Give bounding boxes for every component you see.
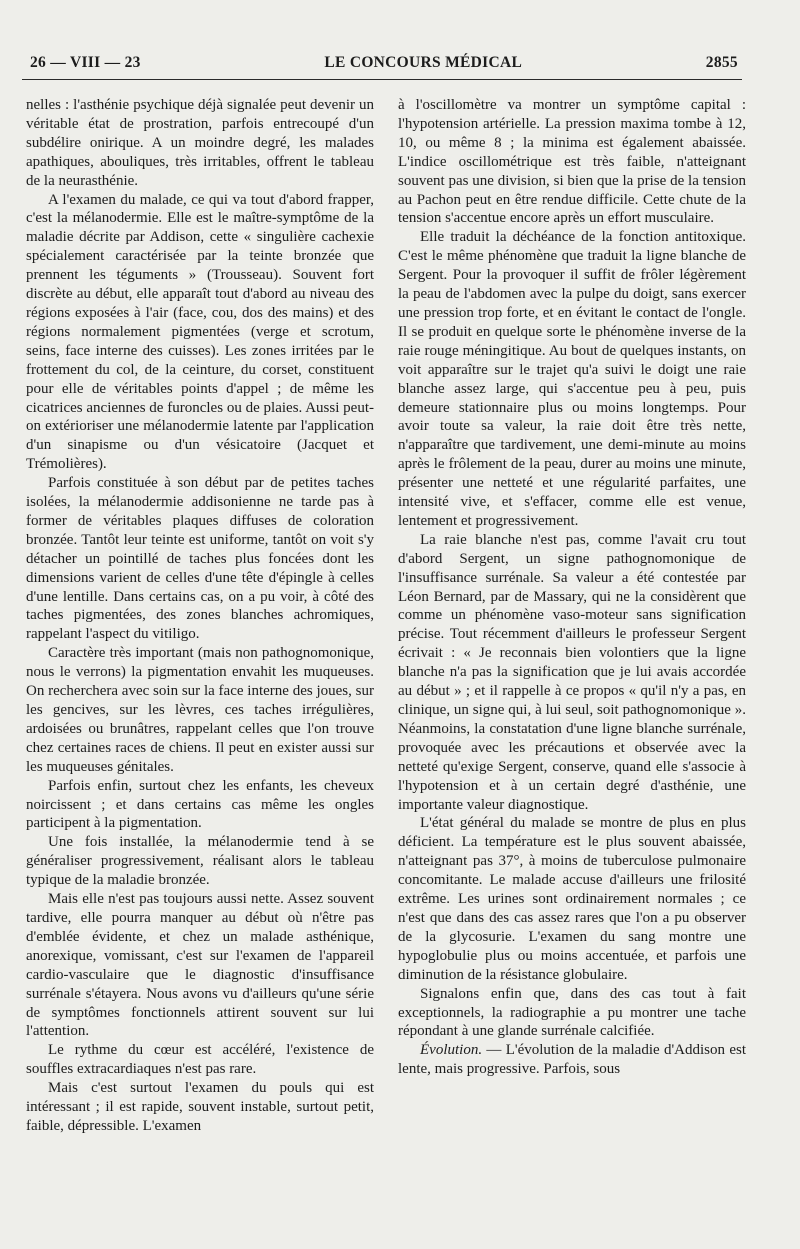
- paragraph: à l'oscillomètre va montrer un symptôme capital : l'hypotension artérielle. La pression maxima tombe à 12, 10, ou même 8 ; la minima est également abaissée. L'indice oscillométrique est très faible, n'atteignant souvent pas une division, si bien que la prise de la tension au Pachon peut en être rendue difficile. Cette chute de la tension s'accentue encore après un effort musculaire.: [398, 97, 746, 227]
- header-rule: [22, 79, 742, 80]
- paragraph: L'état général du malade se montre de plus en plus déficient. La température est le plus souvent abaissée, n'atteignant pas 37°, à moins de tuberculose pulmonaire concomitante. Le malade accuse d'ailleurs une frilosité extrême. Les urines sont ordinairement normales ; ce n'est que dans des cas assez rares que l'on a pu observer de la glycosurie. L'examen du sang montre une hypoglobulie plus ou moins accentuée, et parfois une diminution de la résistance globulaire.: [398, 815, 746, 983]
- text-columns: [22, 96, 746, 1136]
- paragraph: Signalons enfin que, dans des cas tout à fait exceptionnels, la radiographie a pu montrer une tache répondant à une glande surrénale calcifiée.: [398, 985, 746, 1040]
- evolution-paragraph: [398, 1041, 746, 1079]
- page-issue-date: 26 — VIII — 23: [30, 54, 141, 71]
- running-header: [22, 54, 742, 72]
- paragraph: A l'examen du malade, ce qui va tout d'abord frapper, c'est la mélanodermie. Elle est le maître-symptôme de la maladie décrite par Addison, cette « singulière cachexie spécialement caractérisée par la teinte bronzée que prennent les téguments » (Trousseau). Souvent fort discrète au début, elle apparaît tout d'abord au niveau des régions exposées à l'air (face, cou, dos des mains) et des régions normalement pigmentées (verge et scrotum, seins, face interne des cuisses). Les zones irritées par le frottement du col, de la ceinture, du corset, constituent pour elle de véritables points d'appel ; de même les cicatrices anciennes de furoncles ou de plaies. Aussi peut-on extérioriser une mélanodermie latente par l'application d'un sinapisme ou d'un vésicatoire (Jacquet et Trémolières).: [26, 191, 374, 473]
- paragraph: Caractère très important (mais non pathognomonique, nous le verrons) la pigmentation envahit les muqueuses. On recherchera avec soin sur la face interne des joues, sur les gencives, sur les lèvres, ces taches irrégulières, ardoisées ou brunâtres, rappelant celles que l'on trouve chez certaines races de chiens. Il peut en exister aussi sur les muqueuses génitales.: [26, 645, 374, 775]
- paragraph: Mais c'est surtout l'examen du pouls qui est intéressant ; il est rapide, souvent instable, surtout petit, faible, dépressible. L'examen: [26, 1080, 374, 1134]
- journal-title: LE CONCOURS MÉDICAL: [324, 54, 523, 71]
- page-number: 2855: [705, 54, 738, 71]
- paragraph: nelles : l'asthénie psychique déjà signalée peut devenir un véritable état de prostration, parfois entrecoupé d'un subdélire onirique. A un moindre degré, les malades apathiques, abouliques, très irritables, offrent le tableau de la neurasthénie.: [26, 97, 374, 189]
- paragraph: Parfois enfin, surtout chez les enfants, les cheveux noircissent ; et dans certains cas même les ongles participent à la pigmentation.: [26, 777, 374, 832]
- paragraph: Le rythme du cœur est accéléré, l'existence de souffles extracardiaques n'est pas rare.: [26, 1042, 374, 1078]
- section-text: — L'évolution de la maladie d'Addison est lente, mais progressive. Parfois, sous: [398, 1042, 746, 1078]
- paragraph: Parfois constituée à son début par de petites taches isolées, la mélanodermie addisonienne ne tarde pas à former de véritables plaques diffuses de coloration bronzée. Tantôt leur teinte est uniforme, tantôt on voit s'y détacher un pointillé de taches plus foncées dont les dimensions varient de celles d'une tête d'épingle à celles d'une lentille. Dans certains cas, on a pu voir, à côté des taches pigmentées, des zones blanches achromiques, rappelant l'aspect du vitiligo.: [26, 475, 374, 643]
- paragraph: Mais elle n'est pas toujours aussi nette. Assez souvent tardive, elle pourra manquer au début où n'être pas d'emblée évidente, et chez un malade asthénique, anorexique, vomissant, c'est sur l'examen de l'appareil cardio-vasculaire que le diagnostic d'insuffisance surrénale s'étayera. Nous avons vu d'ailleurs qu'une série de symptômes fonctionnels attirent souvent sur lui l'attention.: [26, 891, 374, 1040]
- left-column: [26, 96, 374, 1136]
- section-title: Évolution.: [420, 1042, 483, 1059]
- paragraph: La raie blanche n'est pas, comme l'avait cru tout d'abord Sergent, un signe pathognomonique de l'insuffisance surrénale. Sa valeur a été contestée par Léon Bernard, par de Massary, qui ne la considèrent que comme un phénomène vaso-moteur sans signification précise. Tout récemment d'ailleurs le professeur Sergent écrivait : « Je reconnais bien volontiers que la ligne blanche n'a pas la signification que je lui avais accordée au début » ; et il rappelle à ce propos « qu'il n'y a pas, en clinique, un signe qui, à lui seul, soit pathognomonique ». Néanmoins, la constatation d'une ligne blanche surrénale, provoquée avec les précautions et observée avec la netteté qu'exige Sergent, conserve, quand elle s'associe à l'hypotension et à un certain degré d'asthénie, une importante valeur diagnostique.: [398, 531, 746, 813]
- right-column: [398, 96, 746, 1136]
- paragraph: Elle traduit la déchéance de la fonction antitoxique. C'est le même phénomène que traduit la ligne blanche de Sergent. Pour la provoquer il suffit de frôler légèrement la peau de l'abdomen avec la pulpe du doigt, sans exercer une pression trop forte, et en évitant le contact de l'ongle. Il se produit en quelque sorte le phénomène inverse de la raie rouge méningitique. Au bout de quelques instants, on voit apparaître sur le trajet qu'a suivi le doigt une raie blanche assez large, qui s'accentue peu à peu, puis demeure stationnaire plus ou moins longtemps. Pour avoir toute sa valeur, la raie doit être très nette, n'apparaître que tardivement, une demi-minute au moins après le frôlement de la peau, durer au moins une minute, présenter une netteté et une régularité parfaites, une intensité vive, et s'effacer, comme elle est venue, lentement et progressivement.: [398, 229, 746, 529]
- paragraph: Une fois installée, la mélanodermie tend à se généraliser progressivement, réalisant alors le tableau typique de la maladie bronzée.: [26, 834, 374, 889]
